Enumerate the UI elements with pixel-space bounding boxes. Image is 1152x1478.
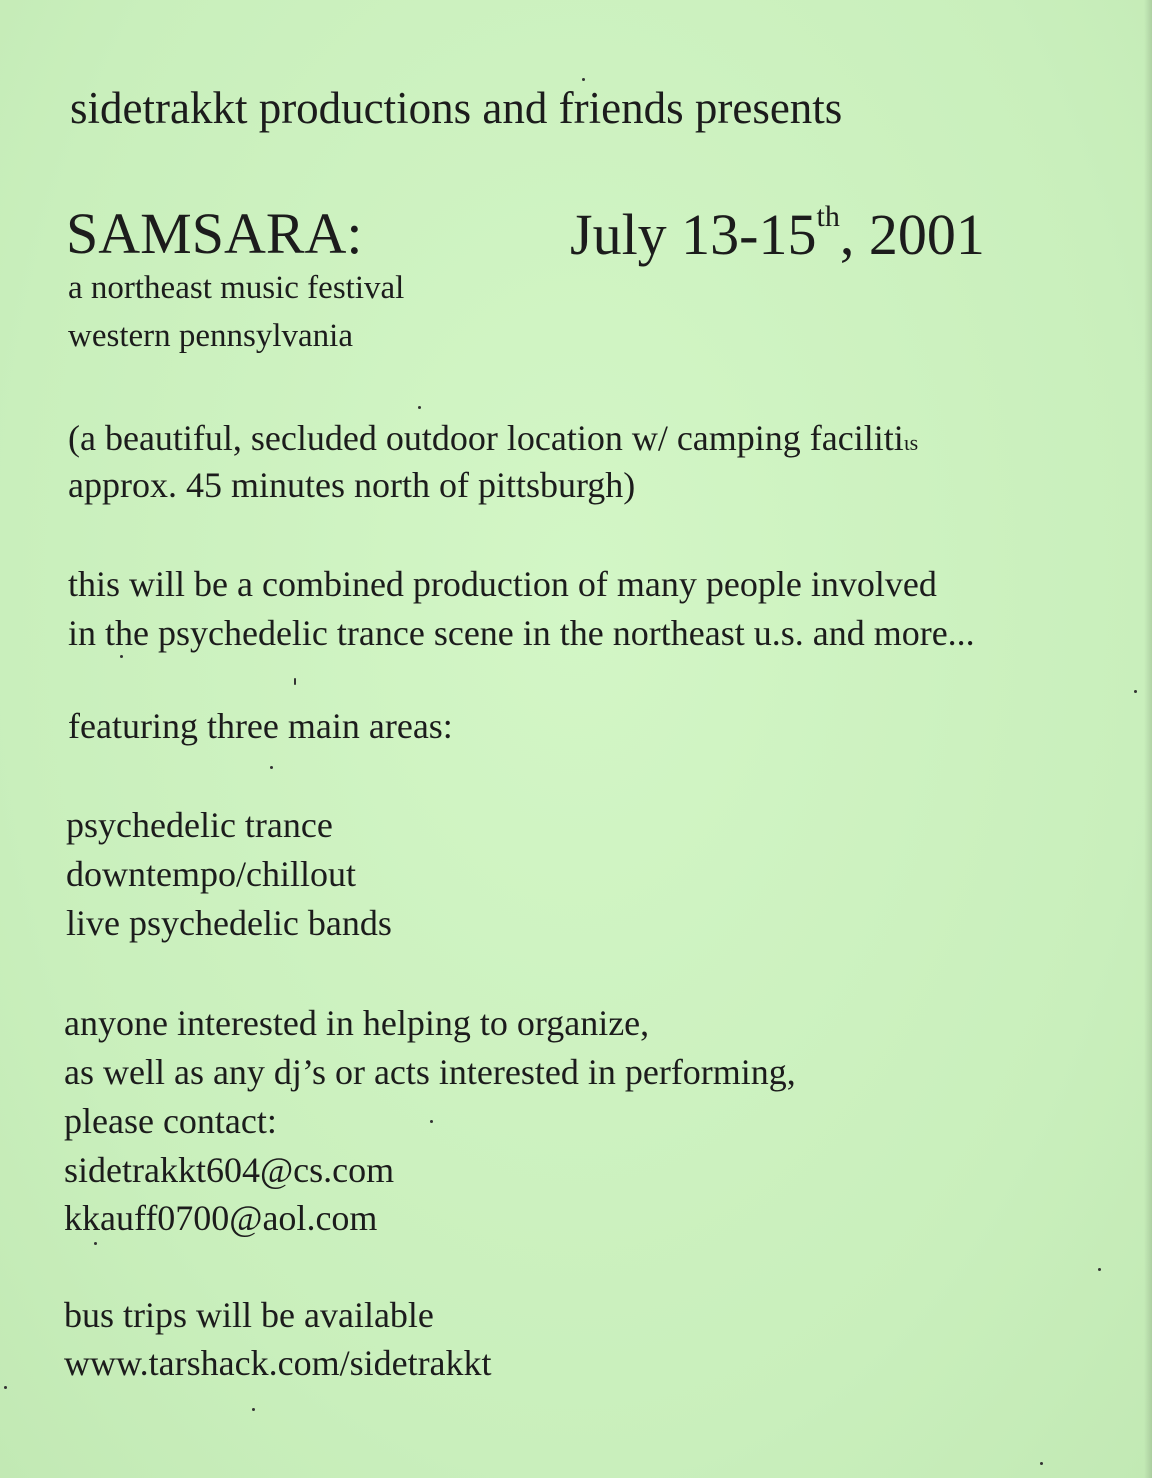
footer-line: bus trips will be available — [64, 1295, 434, 1335]
photocopy-speck — [94, 1242, 97, 1245]
event-dates-main: July 13-15 — [570, 202, 817, 267]
description-line: in the psychedelic trance scene in the northeast u.s. and more... — [68, 613, 975, 653]
photocopy-speck — [1134, 690, 1137, 693]
event-dates-suffix: th — [816, 200, 840, 233]
subtitle-line: a northeast music festival — [68, 270, 405, 306]
photocopy-speck — [294, 678, 296, 685]
photocopy-speck — [418, 406, 421, 409]
location-line-trailing: ιs — [903, 430, 919, 455]
flyer-header: sidetrakkt productions and friends presents — [70, 83, 843, 133]
photocopy-speck — [582, 78, 585, 81]
photocopy-speck — [120, 655, 123, 658]
photocopy-speck — [4, 1386, 7, 1389]
photocopy-speck — [252, 1408, 255, 1411]
area-item: psychedelic trance — [66, 805, 333, 845]
area-item: downtempo/chillout — [66, 854, 356, 894]
subtitle-line: western pennsylvania — [68, 318, 353, 354]
description-line: this will be a combined production of many people involved — [68, 564, 937, 604]
contact-email[interactable]: kkauff0700@aol.com — [64, 1198, 378, 1238]
photocopy-speck — [1040, 1462, 1043, 1465]
page-edge-shadow — [1144, 0, 1152, 1478]
website-link[interactable]: www.tarshack.com/sidetrakkt — [64, 1343, 492, 1383]
area-item: live psychedelic bands — [66, 903, 392, 943]
location-line: approx. 45 minutes north of pittsburgh) — [68, 465, 636, 505]
contact-line: anyone interested in helping to organize, — [64, 1003, 650, 1043]
location-line — [68, 417, 918, 459]
photocopy-speck — [1098, 1268, 1101, 1271]
event-dates-year: , 2001 — [839, 202, 985, 267]
areas-heading: featuring three main areas: — [68, 706, 453, 746]
contact-email[interactable]: sidetrakkt604@cs.com — [64, 1150, 395, 1190]
event-dates — [570, 200, 985, 268]
event-title: SAMSARA: — [66, 201, 363, 266]
contact-line: as well as any dj’s or acts interested in performing, — [64, 1052, 796, 1092]
photocopy-speck — [430, 1120, 433, 1123]
photocopy-speck — [270, 766, 273, 769]
location-line-text: (a beautiful, secluded outdoor location w/ camping faciliti — [68, 418, 904, 458]
contact-line: please contact: — [64, 1101, 277, 1141]
